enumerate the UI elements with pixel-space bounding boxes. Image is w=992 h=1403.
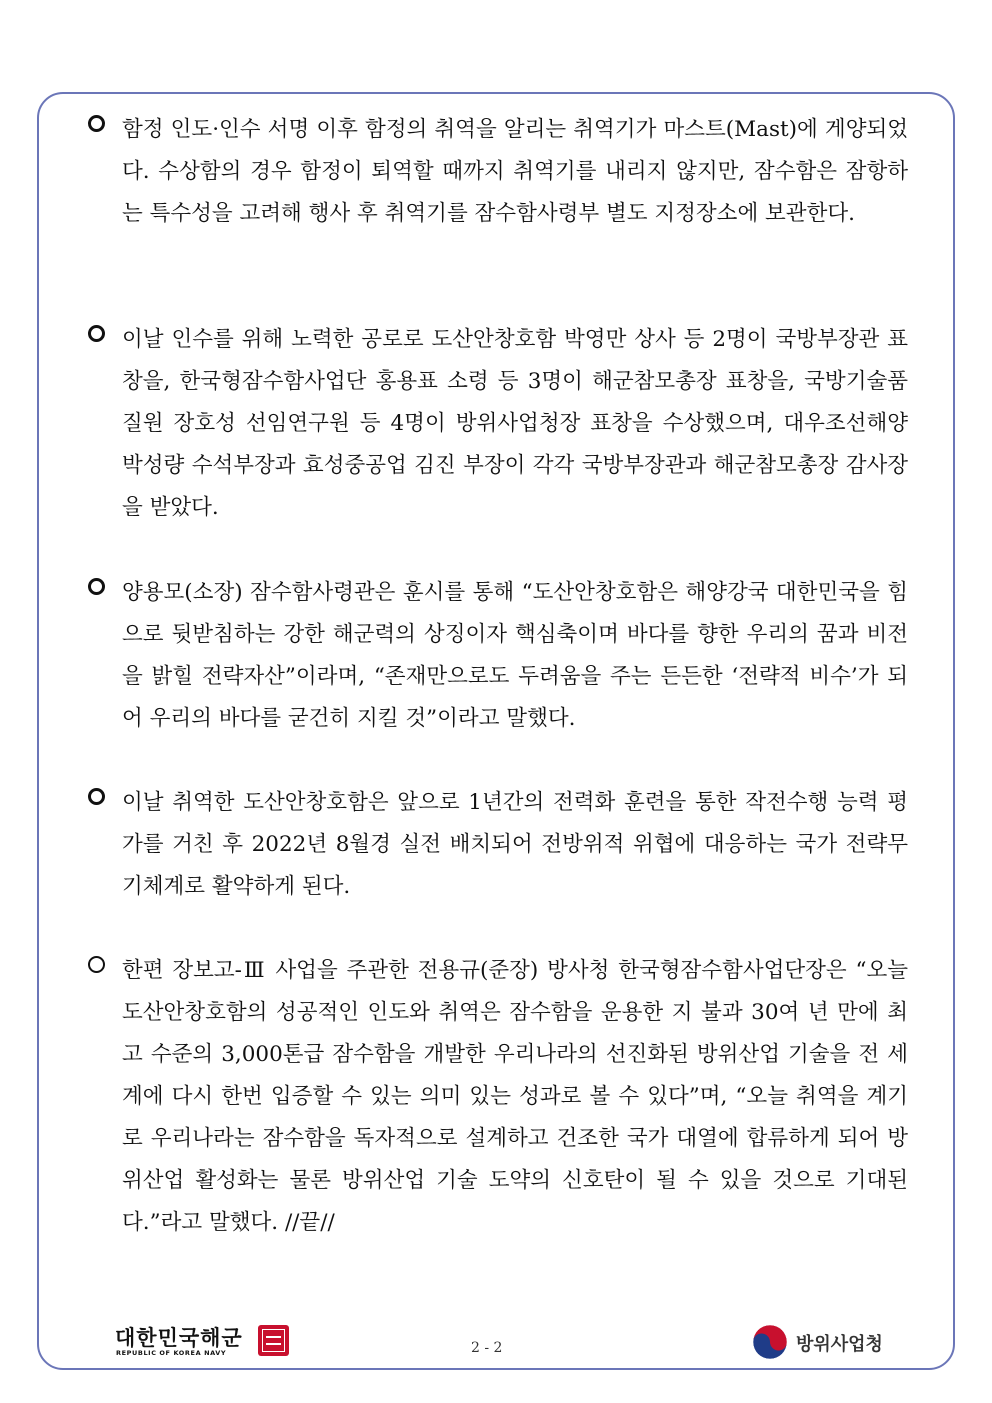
bullet-circle-icon [88,115,105,132]
navy-logo [115,1322,295,1360]
bullet-circle-icon [88,325,105,342]
paragraph-5 [88,950,908,1244]
dapa-logo [752,1324,902,1360]
page-number: 2 - 2 [471,1340,503,1356]
paragraph-text: 함정 인도·인수 서명 이후 함정의 취역을 알리는 취역기가 마스트(Mast)에 게양되었다. 수상함의 경우 함정이 퇴역할 때까지 취역기를 내리지 않지만, 잠수함은 잠항하는 특수성을 고려해 행사 후 취역기를 잠수함사령부 별도 지정장소에 보관한다. [122,117,908,226]
navy-name: 대한민국해군 [115,1326,243,1350]
paragraph-text: 한편 장보고-Ⅲ 사업을 주관한 전용규(준장) 방사청 한국형잠수함사업단장은 “오늘 도산안창호함의 성공적인 인도와 취역은 잠수함을 운용한 지 불과 30여 년 만에 최고 수준의 3,000톤급 잠수함을 개발한 우리나라의 선진화된 방위산업 기술을 전 세계에 다시 한번 입증할 수 있는 의미 있는 성과로 볼 수 있다”며, “오늘 취역을 계기로 우리나라는 잠수함을 독자적으로 설계하고 건조한 국가 대열에 합류하게 되어 방위산업 활성화는 물론 방위산업 기술 도약의 신호탄이 될 수 있을 것으로 기대된다.”라고 말했다. //끝// [122,958,908,1235]
paragraph-3 [88,572,908,740]
paragraph-4 [88,782,908,908]
agency-name: 방위사업청 [796,1334,883,1355]
paragraph-text: 양용모(소장) 잠수함사령관은 훈시를 통해 “도산안창호함은 해양강국 대한민국을 힘으로 뒷받침하는 강한 해군력의 상징이자 핵심축이며 바다를 향한 우리의 꿈과 비전을 밝힐 전략자산”이라며, “존재만으로도 두려움을 주는 든든한 ‘전략적 비수’가 되어 우리의 바다를 굳건히 지킬 것”이라고 말했다. [122,580,908,731]
paragraph-2 [88,319,908,529]
navy-english-name: REPUBLIC OF KOREA NAVY [116,1349,227,1357]
paragraph-text: 이날 취역한 도산안창호함은 앞으로 1년간의 전력화 훈련을 통한 작전수행 능력 평가를 거친 후 2022년 8월경 실전 배치되어 전방위적 위협에 대응하는 국가 전략무기체계로 활약하게 된다. [122,790,908,899]
paragraph-1 [88,109,908,235]
bullet-circle-icon [88,578,105,595]
navy-seal-icon [258,1325,289,1356]
taegeuk-emblem-icon [752,1324,788,1360]
paragraph-text: 이날 인수를 위해 노력한 공로로 도산안창호함 박영만 상사 등 2명이 국방부장관 표창을, 한국형잠수함사업단 홍용표 소령 등 3명이 해군참모총장 표창을, 국방기술품질원 장호성 선임연구원 등 4명이 방위사업청장 표창을 수상했으며, 대우조선해양 박성량 수석부장과 효성중공업 김진 부장이 각각 국방부장관과 해군참모총장 감사장을 받았다. [122,327,908,520]
bullet-circle-icon [88,956,105,973]
bullet-circle-icon [88,788,105,805]
